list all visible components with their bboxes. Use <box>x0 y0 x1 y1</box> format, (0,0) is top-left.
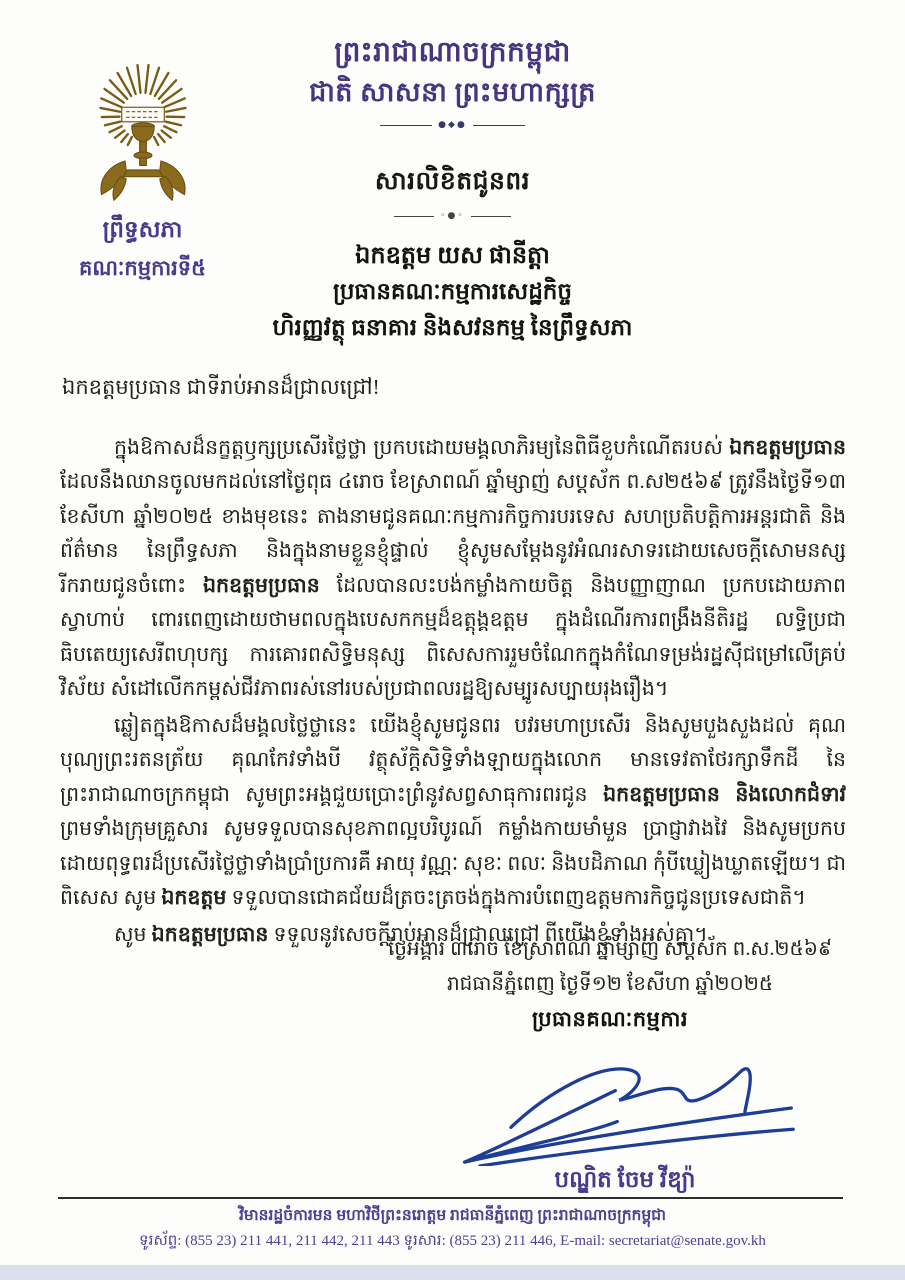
lunar-date-line: ថ្ងៃអង្គារ ៣រោច ខែស្រាពណ៍ ឆ្នាំម្សាញ់ សប្តស័ក ព.ស.២៥៦៩ <box>387 938 833 960</box>
addressee-title-line-2: ហិរញ្ញវត្ថុ ធនាគារ និងសវនកម្ម នៃព្រឹទ្ធសភា <box>272 315 633 340</box>
royal-motto-line-1: ព្រះរាជាណាចក្រកម្ពុជា <box>334 37 571 68</box>
text-run: ក្នុងឱកាសដ៏នក្ខត្តឫក្សប្រសើរថ្លៃថ្លា ប្រកបដោយមង្គលាភិរម្យនៃពិធីខួបកំណើតរបស់ <box>114 436 730 459</box>
footer-rule <box>58 1197 843 1199</box>
royal-motto-line-2: ជាតិ សាសនា ព្រះមហាក្សត្រ <box>309 77 596 107</box>
ornament-line <box>394 216 434 217</box>
text-run-bold: ឯកឧត្តមប្រធាន <box>729 436 846 459</box>
ornament-line <box>380 125 432 126</box>
salutation: ឯកឧត្តមប្រធាន ជាទីរាប់អានដ៏ជ្រាលជ្រៅ! <box>62 375 380 399</box>
signature-mark <box>445 1050 805 1166</box>
text-run: ទទួលនូវសេចក្តីរាប់អានដ៏ជ្រាលជ្រៅ ពីយើងខ្ញុំទាំងអស់គ្នា។ <box>268 923 708 946</box>
ornament-line <box>471 216 511 217</box>
committee-number-label: គណៈកម្មការទី៥ <box>79 256 206 280</box>
text-run-bold: ឯកឧត្តមប្រធាន <box>203 574 320 597</box>
text-run: ដែលបានលះបង់កម្លាំងកាយចិត្ត និងបញ្ញាញាណ ប្រកបដោយភាពស្វាហាប់ ពោរពេញដោយថាមពលក្នុងបេសកកម្មដ៏ឧត្តុង្គឧត្តម ក្នុងដំណើរការពង្រឹងនីតិរដ្ឋ លទ្ធិប្រជាធិបតេយ្យសេរីពហុបក្ស ការគោរពសិទ្ធិមនុស្ស ពិសេសការរួមចំណែកក្នុងកំណែទម្រង់រដ្ឋស៊ីជម្រៅលើគ្រប់វិស័យ សំដៅលើកកម្ពស់ជីវភាពរស់នៅរបស់ប្រជាពលរដ្ឋឱ្យសម្បូរសប្បាយរុងរឿង។ <box>60 574 846 700</box>
ornament-divider-title <box>0 212 905 221</box>
paragraph-1 <box>60 431 846 707</box>
footer-address: វិមានរដ្ឋចំការមន មហាវិថីព្រះនរោត្តម រាជធានីភ្នំពេញ ព្រះរាជាណាចក្រកម្ពុជា <box>239 1207 666 1224</box>
text-run: ឆ្លៀតក្នុងឱកាសដ៏មង្គលថ្លៃថ្លានេះ យើងខ្ញុំសូមជូនពរ បវរមហាប្រសើរ និងសូមបួងសួងដល់ គុណបុណ្យព្រះរតនត្រ័យ គុណកែវទាំងបី វត្ថុស័ក្តិសិទ្ធិទាំងឡាយក្នុងលោក មានទេវតាថែរក្សាទឹកដី នៃព្រះរាជាណាចក្រកម្ពុជា សូមព្រះអង្គជួយប្រោះព្រំនូវសព្វសាធុការពរជូន <box>60 714 846 806</box>
ornament-glyphs: ●◆● <box>438 120 467 130</box>
text-run: សូម <box>114 923 152 946</box>
text-run-bold: ឯកឧត្តមប្រធាន និងលោកជំទាវ <box>603 783 847 806</box>
text-run: ព្រមទាំងក្រុមគ្រួសារ សូមទទួលបានសុខភាពល្អបរិបូរណ៍ កម្លាំងកាយមាំមួន ប្រាជ្ញាវាងវៃ និងសូមប្រកបដោយពុទ្ធពរដ៏ប្រសើរថ្លៃថ្លាទាំងប្រាំប្រការគឺ អាយុ វណ្ណៈ សុខៈ ពលៈ និងបដិភាណ កុំបីឃ្លៀងឃ្លាតឡើយ។ ជាពិសេស សូម <box>60 818 846 909</box>
addressee-name: ឯកឧត្តម យស ផានីត្តា <box>355 243 550 269</box>
date-block <box>320 934 900 1034</box>
scan-edge-strip <box>0 1265 905 1280</box>
text-run-bold: ឯកឧត្តម <box>161 887 227 909</box>
letter-title: សារលិខិតជូនពរ <box>374 168 531 195</box>
civil-date-line: រាជធានីភ្នំពេញ ថ្ងៃទី១២ ខែសីហា ឆ្នាំ២០២៥ <box>446 973 774 995</box>
senate-label: ព្រឹទ្ធសភា <box>102 217 183 242</box>
signer-name: បណ្ឌិត ចែម វីឌ្យ៉ា <box>554 1167 696 1192</box>
text-run: ទទួលបានជោគជ័យដ៏ត្រចះត្រចង់ក្នុងការបំពេញឧត្តមការកិច្ចជូនប្រទេសជាតិ។ <box>226 887 806 909</box>
signer-title: ប្រធានគណៈកម្មការ <box>531 1007 689 1031</box>
ornament-glyphs: ◦●◦ <box>440 211 465 221</box>
paragraph-2 <box>60 709 846 916</box>
text-run: ដែលនឹងឈានចូលមកដល់នៅថ្ងៃពុធ ៤រោច ខែស្រាពណ៍ ឆ្នាំម្សាញ់ សប្តស័ក ព.ស២៥៦៩ ត្រូវនឹងថ្ងៃទី១៣ ខែសីហា ឆ្នាំ២០២៥ ខាងមុខនេះ តាងនាមជូនគណៈកម្មការកិច្ចការបរទេស សហប្រតិបត្តិការអន្តរជាតិ និងព័ត៌មាន នៃព្រឹទ្ធសភា និងក្នុងនាមខ្លួនខ្ញុំផ្ទាល់ ខ្ញុំសូមសម្តែងនូវអំណរសាទរដោយសេចក្តីសោមនស្សរីករាយជូនចំពោះ <box>60 471 846 597</box>
addressee-title-line-1: ប្រធានគណៈកម្មការសេដ្ឋកិច្ច <box>332 279 573 304</box>
footer-contact: ទូរស័ព្ទ: (855 23) 211 441, 211 442, 211 443 ទូរសារ: (855 23) 211 446, E-mail: secretariat@senate.gov.kh <box>139 1233 766 1249</box>
ornament-line <box>473 125 525 126</box>
text-run-bold: ឯកឧត្តមប្រធាន <box>151 923 269 946</box>
